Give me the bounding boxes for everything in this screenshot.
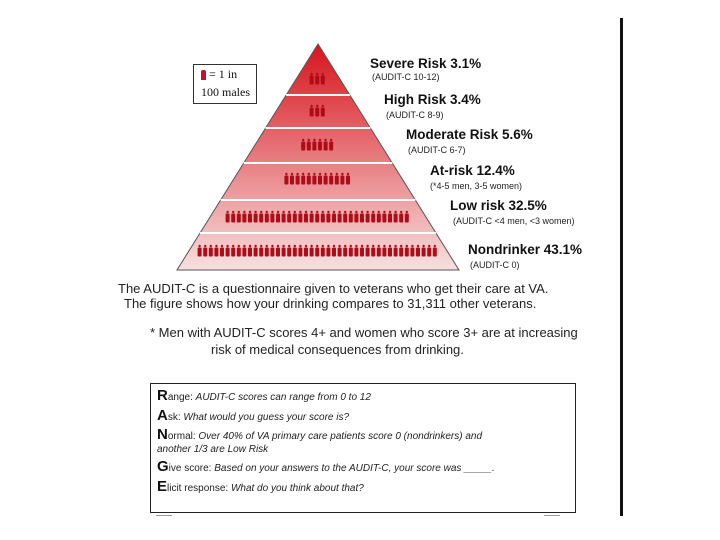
footer-mark-right <box>544 515 560 516</box>
rage-box <box>150 383 576 513</box>
tier-label-low: Low risk 32.5% <box>450 198 547 213</box>
tier-subtitle-severe: (AUDIT-C 10-12) <box>372 72 440 82</box>
footnote-line-2: risk of medical consequences from drinking. <box>211 342 464 357</box>
footnote-line-1: * Men with AUDIT-C scores 4+ and women who score 3+ are at increasing <box>150 325 578 340</box>
footer-mark-left <box>156 515 172 516</box>
person-figure-icon <box>201 70 206 80</box>
legend-line-2: 100 males <box>201 85 250 99</box>
tier-label-severe: Severe Risk 3.1% <box>370 56 482 71</box>
tier-subtitle-at-risk: (*4-5 men, 3-5 women) <box>430 181 523 191</box>
tier-label-nondrinker: Nondrinker 43.1% <box>468 242 583 257</box>
legend-line-1: = 1 in <box>209 67 238 81</box>
rage-row-normal: Normal: Over 40% of VA primary care patients score 0 (nondrinkers) and <box>157 426 483 443</box>
rage-row-ask: Ask: What would you guess your score is? <box>157 407 350 424</box>
rage-row-elicit: Elicit response: What do you think about that? <box>157 478 364 495</box>
rage-row-give: Give score: Based on your answers to the AUDIT-C, your score was _____. <box>157 458 495 475</box>
tier-label-moderate: Moderate Risk 5.6% <box>406 127 533 142</box>
tier-subtitle-high: (AUDIT-C 8-9) <box>386 110 444 120</box>
rage-row-range: Range: AUDIT-C scores can range from 0 to 12 <box>157 387 371 404</box>
description-line-2: The figure shows how your drinking compares to 31,311 other veterans. <box>124 296 537 311</box>
tier-subtitle-nondrinker: (AUDIT-C 0) <box>470 260 520 270</box>
vertical-rule <box>620 18 623 516</box>
rage-row-normal-cont: another 1/3 are Low Risk <box>157 444 269 455</box>
tier-subtitle-moderate: (AUDIT-C 6-7) <box>408 145 466 155</box>
tier-label-high: High Risk 3.4% <box>384 92 481 107</box>
tier-label-at-risk: At-risk 12.4% <box>430 163 515 178</box>
legend-box <box>193 64 257 104</box>
tier-subtitle-low: (AUDIT-C <4 men, <3 women) <box>453 216 575 226</box>
description-line-1: The AUDIT-C is a questionnaire given to veterans who get their care at VA. <box>118 281 549 296</box>
